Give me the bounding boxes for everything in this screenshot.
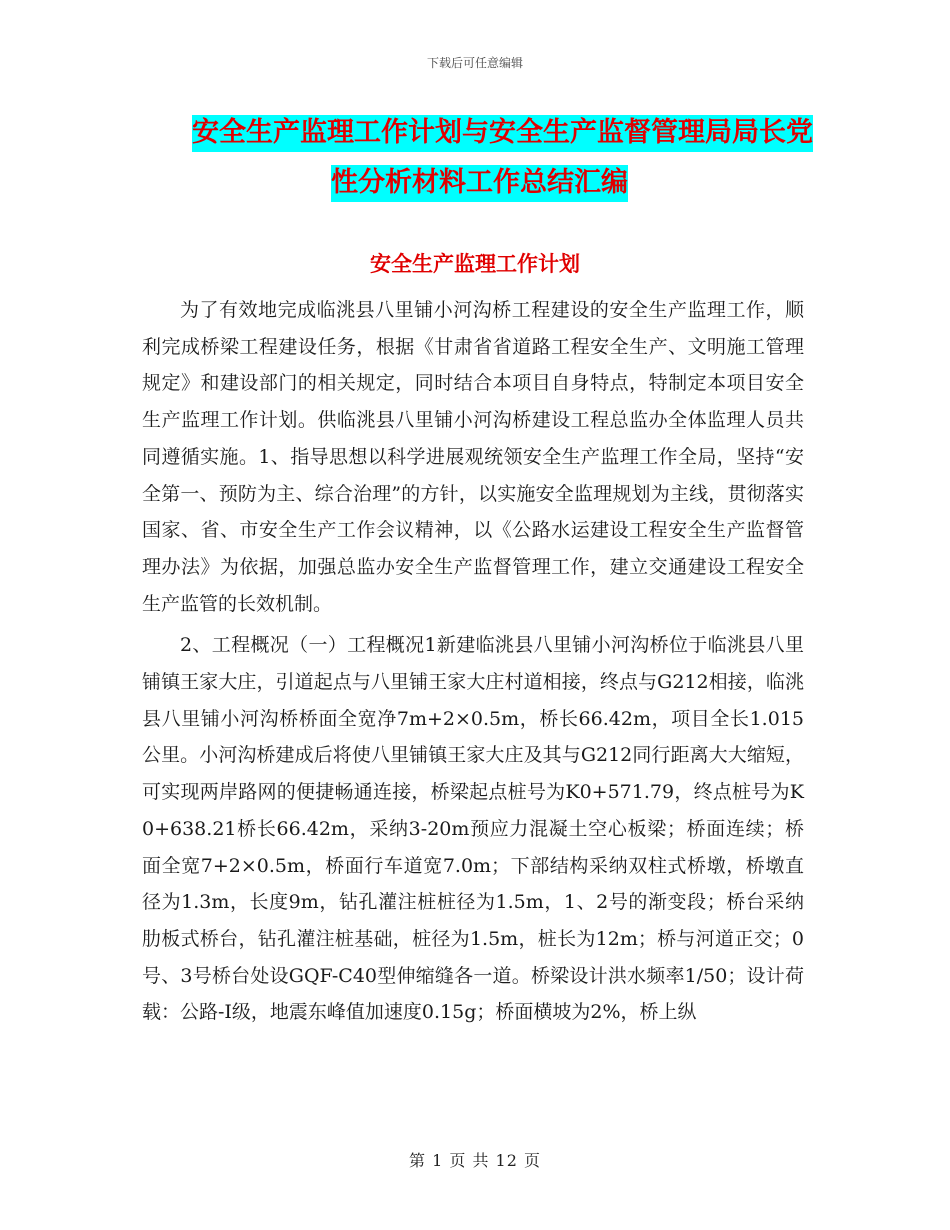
body-paragraph-1: 为了有效地完成临洮县八里铺小河沟桥工程建设的安全生产监理工作，顺利完成桥梁工程建设任务，根据《甘肃省省道路工程安全生产、文明施工管理规定》和建设部门的相关规定，同时结合本项目自身特点，特制定本项目安全生产监理工作计划。供临洮县八里铺小河沟桥建设工程总监办全体监理人员共同遵循实施。1、指导思想以科学进展观统领安全生产监理工作全局，坚持“安全第一、预防为主、综合治理”的方针，以实施安全监理规划为主线，贯彻落实国家、省、市安全生产工作会议精神，以《公路水运建设工程安全生产监督管理办法》为依据，加强总监办安全生产监督管理工作，建立交通建设工程安全生产监管的长效机制。 <box>142 299 804 615</box>
title-line-2 <box>140 158 820 208</box>
title-line-2-text: 性分析材料工作总结汇编 <box>331 165 628 202</box>
title-line-1 <box>140 108 820 158</box>
page-footer: 第 1 页 共 12 页 <box>409 1151 541 1170</box>
section-title: 安全生产监理工作计划 <box>370 252 580 276</box>
title-line-1-text: 安全生产监理工作计划与安全生产监督管理局局长党 <box>192 115 813 152</box>
body-paragraph-2: 2、工程概况（一）工程概况1新建临洮县八里铺小河沟桥位于临洮县八里铺镇王家大庄，引道起点与八里铺王家大庄村道相接，终点与G212相接，临洮县八里铺小河沟桥桥面全宽净7m+2×0.5m，桥长66.42m，项目全长1.015公里。小河沟桥建成后将使八里铺镇王家大庄及其与G212同行距离大大缩短，可实现两岸路网的便捷畅通连接，桥梁起点桩号为K0+571.79，终点桩号为K0+638.21桥长66.42m，采纳3-20m预应力混凝土空心板梁；桥面连续；桥面全宽7+2×0.5m，桥面行车道宽7.0m；下部结构采纳双柱式桥墩，桥墩直径为1.3m，长度9m，钻孔灌注桩桩径为1.5m，1、2号的渐变段；桥台采纳肋板式桥台，钻孔灌注桩基础，桩径为1.5m，桩长为12m；桥与河道正交；0号、3号桥台处设GQF-C40型伸缩缝各一道。桥梁设计洪水频率1/50；设计荷载：公路-Ⅰ级，地震东峰值加速度0.15g；桥面横坡为2%，桥上纵 <box>142 634 804 1024</box>
document-body <box>142 292 804 1036</box>
document-title <box>140 108 820 208</box>
page-header-note: 下载后可任意编辑 <box>426 56 523 70</box>
